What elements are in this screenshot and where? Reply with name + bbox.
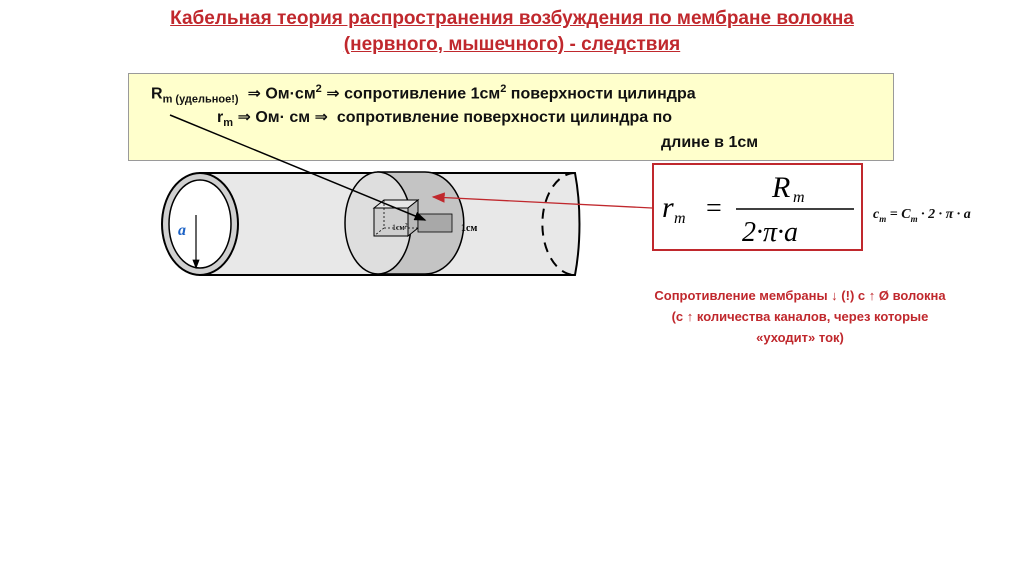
r-small-unit: ⇒ Ом· см ⇒: [237, 109, 328, 126]
title-line-2: (нервного, мышечного) - следствия: [343, 34, 681, 55]
r-small-symbol: r: [217, 109, 224, 126]
cm-mid-sub: m: [910, 213, 918, 224]
formula-lhs-symbol: r: [662, 191, 674, 224]
cm-mid: = C: [886, 207, 911, 222]
title-line-1: Кабельная теория распространения возбуждения по мембране волокна: [170, 8, 854, 29]
rm-unit-sup: 2: [315, 83, 322, 95]
formula-numerator-symbol: R: [772, 171, 791, 204]
formula-equals: =: [706, 193, 722, 224]
rm-description-sup: 2: [500, 83, 507, 95]
formula-lhs-subscript: m: [674, 210, 686, 227]
r-small-subscript: m: [223, 117, 234, 130]
rm-subscript: m (удельное!): [162, 93, 239, 106]
length-label: 1см: [461, 223, 478, 234]
r-small-description: сопротивление поверхности цилиндра по: [336, 109, 673, 126]
definition-line-3: длине в 1см: [661, 134, 759, 151]
formula-box: [652, 163, 863, 251]
rm-symbol: R: [151, 85, 163, 103]
capacitance-formula: [873, 207, 971, 224]
rm-description-tail: поверхности цилиндра: [506, 85, 696, 103]
rm-formula: [654, 165, 861, 249]
surface-strip: [418, 214, 452, 232]
cm-tail: · 2 · π · a: [917, 207, 971, 222]
formula-denominator: 2·π·a: [742, 217, 799, 248]
cube-label: $1см^2$: [392, 223, 408, 232]
note-line-1: Сопротивление мембраны ↓ (!) с ↑ Ø волокна: [654, 288, 946, 303]
note-line-3: «уходит» ток): [756, 330, 844, 345]
radius-label: a: [178, 222, 186, 239]
rm-description: ⇒ сопротивление 1см: [326, 85, 501, 103]
rm-unit: ⇒ Ом·см: [247, 85, 316, 103]
resistance-note: [600, 285, 1000, 348]
note-line-2: (с ↑ количества каналов, через которые: [671, 309, 929, 324]
cm-lhs-sub: m: [879, 213, 887, 224]
formula-numerator-subscript: m: [793, 189, 805, 206]
cm-lhs: c: [873, 207, 880, 222]
